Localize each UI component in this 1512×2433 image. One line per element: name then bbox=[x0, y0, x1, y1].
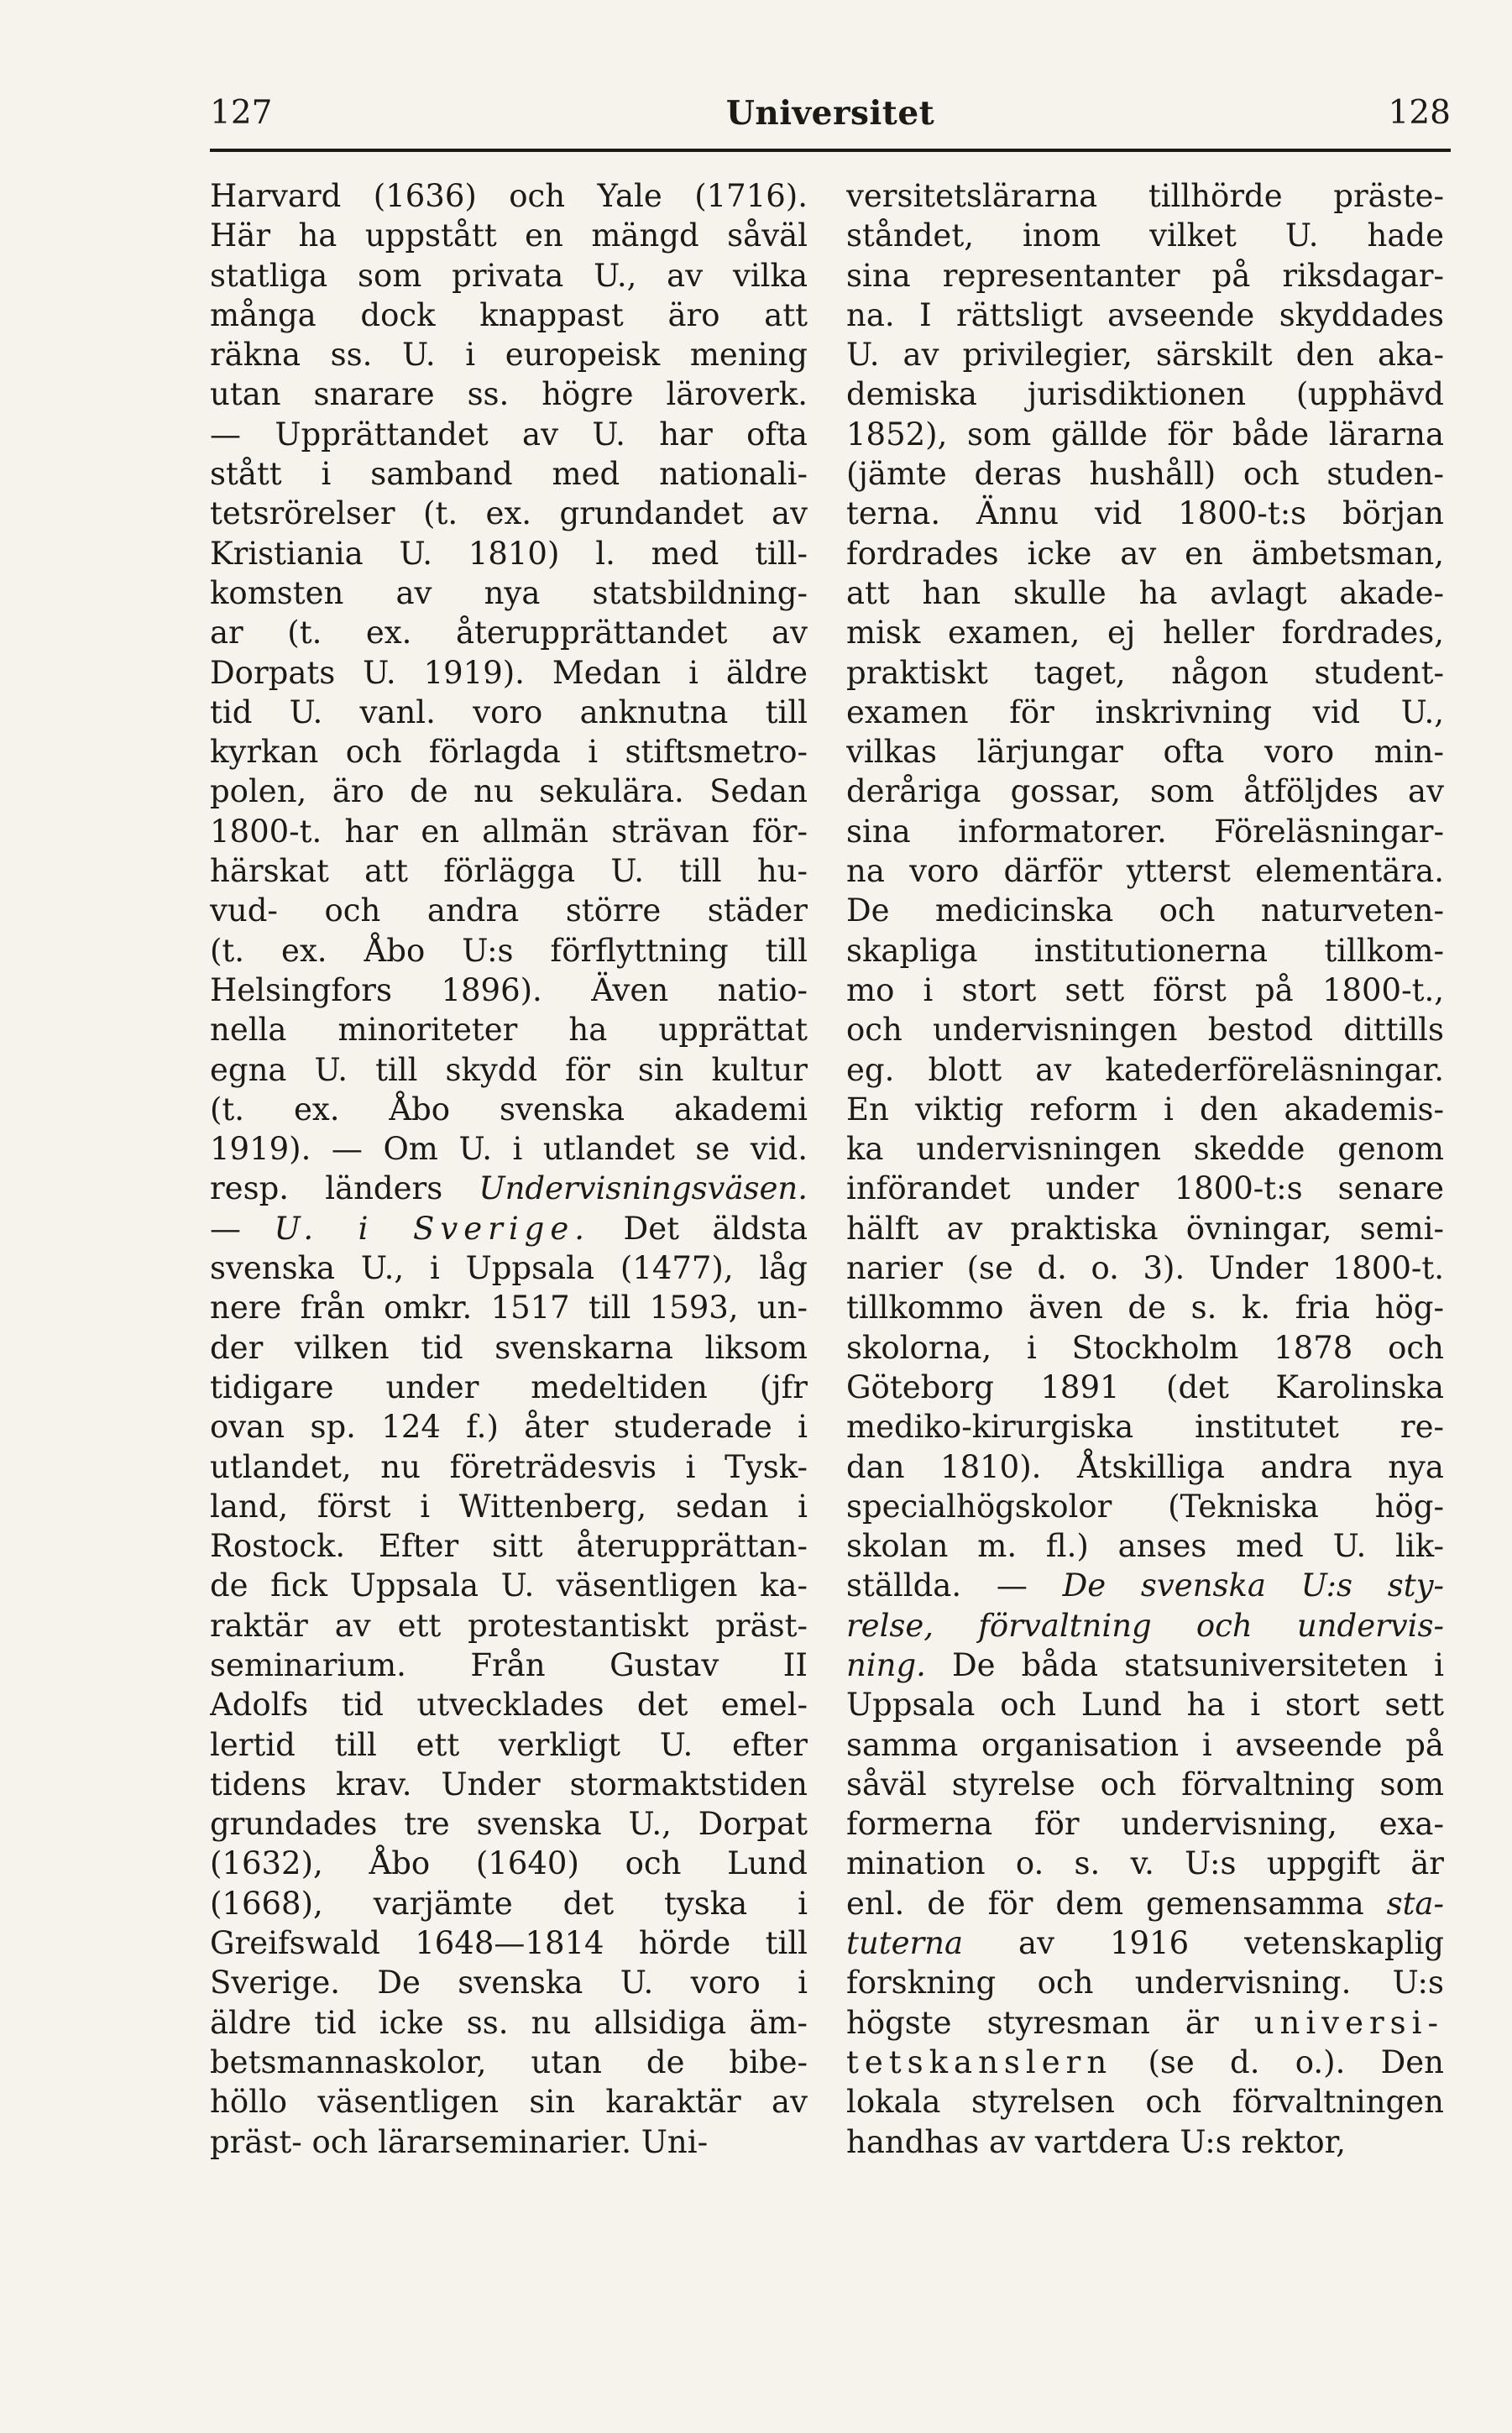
text-line: höllo väsentligen sin karaktär av bbox=[210, 2084, 808, 2121]
page-number-right: 128 bbox=[1388, 94, 1451, 132]
text-line: deråriga gossar, som åtföljdes av bbox=[846, 773, 1444, 810]
text-line: formerna för undervisning, exa- bbox=[846, 1806, 1444, 1843]
text-line: mo i stort sett först på 1800-t., bbox=[846, 971, 1444, 1008]
text-line: stått i samband med nationali- bbox=[210, 456, 808, 493]
text-line: fordrades icke av en ämbetsman, bbox=[846, 535, 1444, 572]
text-line: polen, äro de nu sekulära. Sedan bbox=[210, 773, 808, 810]
text-line: De medicinska och naturveten- bbox=[846, 892, 1444, 929]
text-line: utlandet, nu företrädesvis i Tysk- bbox=[210, 1448, 808, 1485]
text-line: statliga som privata U., av vilka bbox=[210, 257, 808, 294]
text-line: Kristiania U. 1810) l. med till- bbox=[210, 535, 808, 572]
text-line: examen för inskrivning vid U., bbox=[846, 693, 1444, 730]
text-line: tidigare under medeltiden (jfr bbox=[210, 1368, 808, 1405]
text-line: Helsingfors 1896). Även natio- bbox=[210, 971, 808, 1008]
text-line: eg. blott av katederföreläsningar. bbox=[846, 1051, 1444, 1088]
text-line: ka undervisningen skedde genom bbox=[846, 1131, 1444, 1168]
text-line: Harvard (1636) och Yale (1716). bbox=[210, 178, 808, 214]
text-line: de fick Uppsala U. väsentligen ka- bbox=[210, 1567, 808, 1604]
text-line: ar (t. ex. återupprättandet av bbox=[210, 615, 808, 651]
text-line: härskat att förlägga U. till hu- bbox=[210, 853, 808, 890]
text-line: 1919). — Om U. i utlandet se vid. bbox=[210, 1131, 808, 1168]
text-line: skolan m. fl.) anses med U. lik- bbox=[846, 1528, 1444, 1565]
text-line: ning. De båda statsuniversiteten i bbox=[846, 1646, 1444, 1683]
text-line: der vilken tid svenskarna liksom bbox=[210, 1329, 808, 1366]
text-line: präst- och lärarseminarier. Uni- bbox=[210, 2123, 709, 2160]
text-line: många dock knappast äro att bbox=[210, 296, 808, 333]
text-line: lokala styrelsen och förvaltningen bbox=[846, 2084, 1444, 2121]
text-line: dan 1810). Åtskilliga andra nya bbox=[846, 1448, 1444, 1485]
text-line: land, först i Wittenberg, sedan i bbox=[210, 1488, 808, 1525]
left-column bbox=[210, 176, 808, 2162]
text-line: såväl styrelse och förvaltning som bbox=[846, 1766, 1444, 1803]
text-line: — Upprättandet av U. har ofta bbox=[210, 416, 808, 453]
text-line: praktiskt taget, någon student- bbox=[846, 654, 1444, 691]
text-line: sina representanter på riksdagar- bbox=[846, 257, 1444, 294]
text-line: En viktig reform i den akademis- bbox=[846, 1091, 1444, 1128]
text-line: tuterna av 1916 vetenskaplig bbox=[846, 1925, 1444, 1962]
text-line: grundades tre svenska U., Dorpat bbox=[210, 1806, 808, 1843]
text-line: resp. länders Undervisningsväsen. bbox=[210, 1170, 808, 1207]
text-line: äldre tid icke ss. nu allsidiga äm- bbox=[210, 2004, 808, 2041]
text-line: seminarium. Från Gustav II bbox=[210, 1646, 808, 1683]
text-line: (1632), Åbo (1640) och Lund bbox=[210, 1845, 808, 1882]
text-line: terna. Ännu vid 1800-t:s början bbox=[846, 495, 1444, 532]
text-line: handhas av vartdera U:s rektor, bbox=[846, 2123, 1346, 2160]
text-line: skolorna, i Stockholm 1878 och bbox=[846, 1329, 1444, 1366]
text-line: Uppsala och Lund ha i stort sett bbox=[846, 1687, 1444, 1724]
text-line: relse, förvaltning och undervis- bbox=[846, 1607, 1444, 1644]
text-line: Här ha uppstått en mängd såväl bbox=[210, 217, 808, 254]
text-line: misk examen, ej heller fordrades, bbox=[846, 615, 1444, 651]
text-line: lertid till ett verkligt U. efter bbox=[210, 1726, 808, 1763]
text-line: Göteborg 1891 (det Karolinska bbox=[846, 1368, 1444, 1405]
text-line: 1800-t. har en allmän strävan för- bbox=[210, 813, 808, 850]
text-line: 1852), som gällde för både lärarna bbox=[846, 416, 1444, 453]
text-line: U. av privilegier, särskilt den aka- bbox=[846, 337, 1444, 374]
text-line: svenska U., i Uppsala (1477), låg bbox=[210, 1250, 808, 1287]
text-line: Dorpats U. 1919). Medan i äldre bbox=[210, 654, 808, 691]
text-line: enl. de för dem gemensamma sta- bbox=[846, 1885, 1444, 1922]
text-line: ställda. — De svenska U:s sty- bbox=[846, 1567, 1444, 1604]
text-line: utan snarare ss. högre läroverk. bbox=[210, 376, 808, 413]
text-line: Greifswald 1648—1814 hörde till bbox=[210, 1925, 808, 1962]
text-line: tid U. vanl. voro anknutna till bbox=[210, 693, 808, 730]
text-line: mination o. s. v. U:s uppgift är bbox=[846, 1845, 1444, 1882]
text-line: räkna ss. U. i europeisk mening bbox=[210, 337, 808, 374]
text-line: vud- och andra större städer bbox=[210, 892, 808, 929]
text-line: samma organisation i avseende på bbox=[846, 1726, 1444, 1763]
text-line: sina informatorer. Föreläsningar- bbox=[846, 813, 1444, 850]
text-line: egna U. till skydd för sin kultur bbox=[210, 1051, 808, 1088]
text-line: Adolfs tid utvecklades det emel- bbox=[210, 1687, 808, 1724]
header-rule bbox=[210, 149, 1451, 152]
text-line: att han skulle ha avlagt akade- bbox=[846, 574, 1444, 611]
text-line: tidens krav. Under stormaktstiden bbox=[210, 1766, 808, 1803]
text-line: betsmannaskolor, utan de bibe- bbox=[210, 2043, 808, 2080]
text-line: kyrkan och förlagda i stiftsmetro- bbox=[210, 734, 808, 771]
text-line: specialhögskolor (Tekniska hög- bbox=[846, 1488, 1444, 1525]
text-line: och undervisningen bestod dittills bbox=[846, 1012, 1444, 1049]
text-line: tetsrörelser (t. ex. grundandet av bbox=[210, 495, 808, 532]
text-line: tetskanslern (se d. o.). Den bbox=[846, 2043, 1444, 2080]
text-line: införandet under 1800-t:s senare bbox=[846, 1170, 1444, 1207]
text-line: (jämte deras hushåll) och studen- bbox=[846, 456, 1444, 493]
running-head bbox=[210, 88, 1451, 139]
text-line: na voro därför ytterst elementära. bbox=[846, 853, 1444, 890]
right-column bbox=[846, 176, 1444, 2162]
text-line: Sverige. De svenska U. voro i bbox=[210, 1965, 808, 2001]
text-line: hälft av praktiska övningar, semi- bbox=[846, 1210, 1444, 1247]
text-line: na. I rättsligt avseende skyddades bbox=[846, 296, 1444, 333]
text-line: versitetslärarna tillhörde präste- bbox=[846, 178, 1444, 214]
text-line: (1668), varjämte det tyska i bbox=[210, 1885, 808, 1922]
page-number-left: 127 bbox=[210, 94, 273, 132]
text-line: forskning och undervisning. U:s bbox=[846, 1965, 1444, 2001]
text-line: ovan sp. 124 f.) åter studerade i bbox=[210, 1409, 808, 1446]
text-line: demiska jurisdiktionen (upphävd bbox=[846, 376, 1444, 413]
text-line: Rostock. Efter sitt återupprättan- bbox=[210, 1528, 808, 1565]
text-line: tillkommo även de s. k. fria hög- bbox=[846, 1290, 1444, 1326]
running-title: Universitet bbox=[725, 94, 935, 133]
text-line: narier (se d. o. 3). Under 1800-t. bbox=[846, 1250, 1444, 1287]
text-line: — U. i Sverige. Det äldsta bbox=[210, 1210, 808, 1247]
text-line: skapliga institutionerna tillkom- bbox=[846, 932, 1444, 969]
text-line: (t. ex. Åbo svenska akademi bbox=[210, 1091, 808, 1128]
text-line: (t. ex. Åbo U:s förflyttning till bbox=[210, 932, 808, 969]
text-line: vilkas lärjungar ofta voro min- bbox=[846, 734, 1444, 771]
text-line: ståndet, inom vilket U. hade bbox=[846, 217, 1444, 254]
text-line: högste styresman är universi- bbox=[846, 2004, 1444, 2041]
text-line: komsten av nya statsbildning- bbox=[210, 574, 808, 611]
text-line: nella minoriteter ha upprättat bbox=[210, 1012, 808, 1049]
text-line: mediko-kirurgiska institutet re- bbox=[846, 1409, 1444, 1446]
text-line: raktär av ett protestantiskt präst- bbox=[210, 1607, 808, 1644]
text-line: nere från omkr. 1517 till 1593, un- bbox=[210, 1290, 808, 1326]
